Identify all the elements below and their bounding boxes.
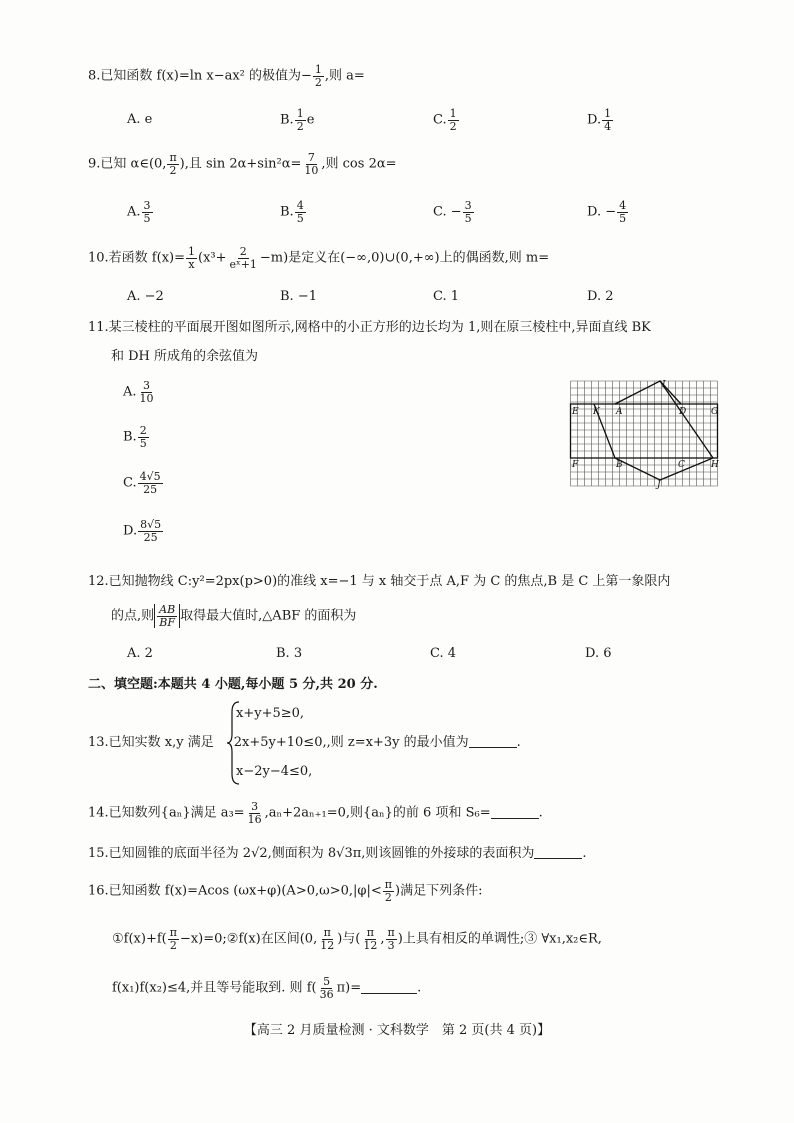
q8-option-b: B. $\frac{1}{2}$ e	[280, 107, 315, 133]
question-15-stem: 15.已知圆锥的底面半径为 2√2,侧面积为 8√3π,则该圆锥的外接球的表面积为 .	[88, 846, 587, 861]
q12-option-d: D. 6	[585, 646, 612, 661]
label-k: K	[593, 407, 600, 417]
label-b: B	[616, 460, 623, 470]
q10-option-d: D. 2	[587, 289, 614, 304]
question-10-stem: 10.若函数 f(x)= $\frac{1}{x}$ (x³+ $\frac{2}{\text{eˣ+1}}$ −m)是定义在(−∞,0)∪(0,+∞)上的偶函数,则 m=	[88, 245, 550, 271]
label-a: A	[616, 407, 623, 417]
q11-option-a: A. $\frac{3}{10}$	[123, 379, 154, 405]
q8-option-c: C. $\frac{1}{2}$	[433, 107, 457, 133]
prism-net-figure	[566, 377, 722, 489]
answer-blank[interactable]	[469, 735, 517, 748]
label-j: J	[657, 480, 661, 489]
q13-constraint-3: x−2y−4≤0,	[236, 764, 313, 779]
q10-option-b: B. −1	[280, 289, 317, 304]
q12-option-a: A. 2	[127, 646, 153, 661]
label-g: G	[711, 407, 719, 417]
q13-constraint-1: x+y+5≥0,	[236, 706, 305, 721]
question-16-stem: 16.已知函数 f(x)=Acos (ωx+φ)(A>0,ω>0,|φ|< $\frac{\pi}{2}$ )满足下列条件:	[88, 878, 483, 904]
q11-option-d: D. $\frac{8√5}{25}$	[123, 518, 162, 544]
q12-option-c: C. 4	[430, 646, 457, 661]
q11-option-c: C. $\frac{4√5}{25}$	[123, 470, 161, 496]
q9-option-b: B. $\frac{4}{5}$	[280, 199, 304, 225]
question-16-ask: f(x₁)f(x₂)≤4,并且等号能取到. 则 f( $\frac{5}{36}$ π)= .	[112, 975, 422, 1001]
q9-option-d: D. − $\frac{4}{5}$	[587, 199, 627, 225]
label-f: F	[572, 460, 579, 470]
page-footer: 【高三 2 月质量检测 · 文科数学 第 2 页(共 4 页)】	[243, 1023, 551, 1038]
label-h: H	[711, 460, 719, 470]
q11-option-b: B. $\frac{2}{5}$	[123, 424, 147, 450]
label-e: E	[572, 407, 579, 417]
q9-option-a: A. $\frac{3}{5}$	[127, 199, 151, 225]
q8-option-a: A. e	[127, 112, 153, 127]
q8-option-d: D. $\frac{1}{4}$	[587, 107, 612, 133]
label-c: C	[678, 460, 685, 470]
section-fill-in-heading: 二、填空题:本题共 4 小题,每小题 5 分,共 20 分.	[88, 677, 378, 692]
question-9-stem: 9.已知 α∈(0, $\frac{\pi}{2}$ ),且 sin 2α+sin²α= $\frac{7}{10}$ ,则 cos 2α=	[88, 151, 397, 177]
answer-blank[interactable]	[491, 806, 539, 819]
q12-option-b: B. 3	[276, 646, 303, 661]
question-12-line2: 的点,则 $\frac{AB}{BF}$ 取得最大值时,△ABF 的面积为	[111, 603, 357, 629]
question-8-stem: 8.已知函数 f(x)=ln x−ax² 的极值为− $\frac{1}{2}$ ,则 a=	[88, 63, 365, 89]
question-12-line1: 12.已知抛物线 C:y²=2px(p>0)的准线 x=−1 与 x 轴交于点 A,F 为 C 的焦点,B 是 C 上第一象限内	[88, 574, 671, 589]
question-11-line1: 11.某三棱柱的平面展开图如图所示,网格中的小正方形的边长均为 1,则在原三棱柱中,异面直线 BK	[88, 320, 651, 335]
label-i: I	[662, 380, 666, 390]
question-13-stem: 13.已知实数 x,y 满足 2x+5y+10≤0,,则 z=x+3y 的最小值为 .	[88, 735, 521, 750]
fraction: $\frac{1}{2}$	[314, 63, 322, 89]
label-d: D	[679, 407, 687, 417]
q9-option-c: C. − $\frac{3}{5}$	[433, 199, 472, 225]
answer-blank[interactable]	[361, 981, 417, 994]
q10-option-a: A. −2	[127, 289, 164, 304]
question-14-stem: 14.已知数列{aₙ}满足 a₃= $\frac{3}{16}$ ,aₙ+2aₙ₊₁=0,则{aₙ}的前 6 项和 S₆= .	[88, 800, 543, 826]
question-11-line2: 和 DH 所成角的余弦值为	[111, 349, 259, 364]
question-16-conditions: ①f(x)+f( $\frac{\pi}{2}$ −x)=0;②f(x)在区间(0, $\frac{\pi}{12}$ )与( $\frac{\pi}{12}$ , $\frac{\pi}{3}$ )上具有相反的单调性;③ ∀x₁,x₂∈R,	[112, 926, 602, 952]
answer-blank[interactable]	[534, 846, 582, 859]
q10-option-c: C. 1	[433, 289, 460, 304]
